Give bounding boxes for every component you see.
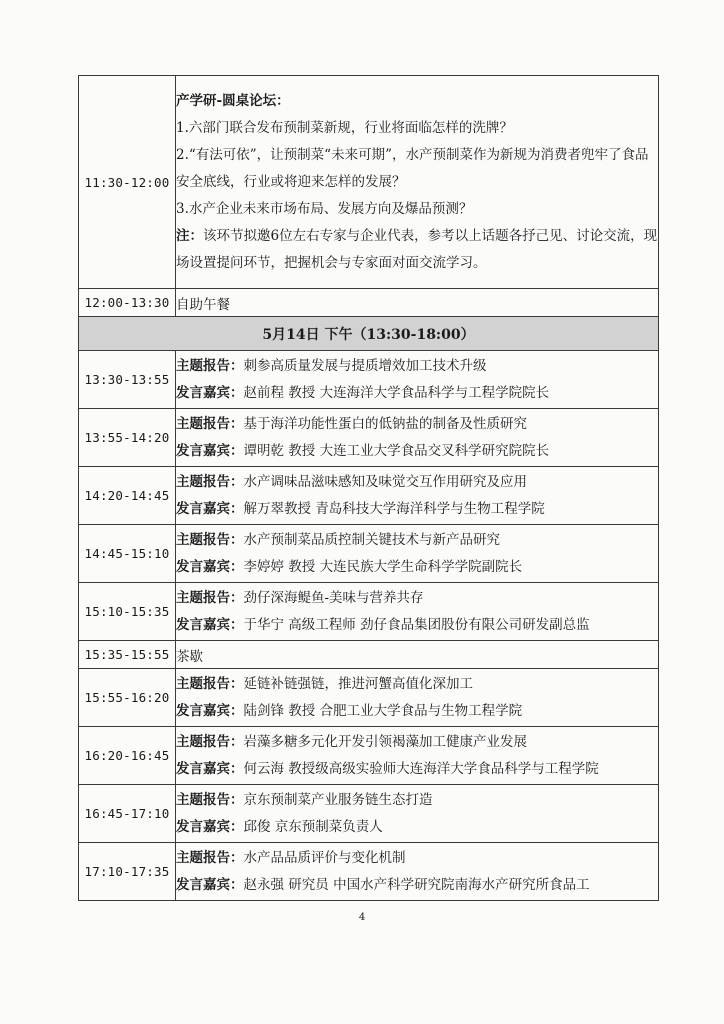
speaker-text: 谭明乾 教授 大连工业大学食品交叉科学研究院院长 xyxy=(243,442,550,459)
speaker-label: 发言嘉宾： xyxy=(176,384,244,401)
topic-label: 主题报告： xyxy=(176,589,244,606)
time-cell: 16:20-16:45 xyxy=(79,727,176,785)
topic-text: 京东预制菜产业服务链生态打造 xyxy=(243,791,433,808)
session-cell xyxy=(176,843,659,901)
topic-label: 主题报告： xyxy=(176,791,244,808)
time-cell: 17:10-17:35 xyxy=(79,843,176,901)
topic-label: 主题报告： xyxy=(176,357,244,374)
session-cell xyxy=(176,351,659,409)
table-row xyxy=(79,76,659,289)
speaker-text: 邱俊 京东预制菜负责人 xyxy=(243,818,383,835)
speaker-text: 解万翠教授 青岛科技大学海洋科学与生物工程学院 xyxy=(243,500,545,517)
session-cell xyxy=(176,409,659,467)
topic-text: 水产预制菜品质控制关键技术与新产品研究 xyxy=(243,531,500,548)
session-cell xyxy=(176,785,659,843)
time-cell: 12:00-13:30 xyxy=(79,289,176,317)
day-header: 5月14日 下午（13:30-18:00） xyxy=(79,317,659,351)
session-cell xyxy=(176,669,659,727)
topic-text: 延链补链强链，推进河蟹高值化深加工 xyxy=(243,675,473,692)
speaker-label: 发言嘉宾： xyxy=(176,500,244,517)
page-number: 4 xyxy=(358,912,366,923)
speaker-text: 赵永强 研究员 中国水产科学研究院南海水产研究所食品工 xyxy=(243,876,590,893)
speaker-text: 于华宁 高级工程师 劲仔食品集团股份有限公司研发副总监 xyxy=(243,616,590,633)
table-row xyxy=(79,289,659,317)
forum-topic-1: 1.六部门联合发布预制菜新规，行业将面临怎样的洗牌？ xyxy=(176,119,513,136)
topic-text: 水产品品质评价与变化机制 xyxy=(243,849,406,866)
speaker-label: 发言嘉宾： xyxy=(176,818,244,835)
time-cell: 11:30-12:00 xyxy=(79,76,176,289)
table-row xyxy=(79,727,659,785)
topic-text: 岩藻多糖多元化开发引领褐藻加工健康产业发展 xyxy=(243,733,527,750)
table-row xyxy=(79,785,659,843)
table-row xyxy=(79,583,659,641)
forum-note xyxy=(176,223,658,277)
table-row xyxy=(79,351,659,409)
forum-title: 产学研-圆桌论坛： xyxy=(176,92,290,109)
time-cell: 15:35-15:55 xyxy=(79,641,176,669)
time-cell: 14:45-15:10 xyxy=(79,525,176,583)
speaker-label: 发言嘉宾： xyxy=(176,876,244,893)
forum-cell xyxy=(176,76,659,289)
break-cell: 茶歇 xyxy=(176,641,659,669)
session-cell xyxy=(176,727,659,785)
topic-label: 主题报告： xyxy=(176,675,244,692)
topic-label: 主题报告： xyxy=(176,849,244,866)
topic-text: 劲仔深海鳀鱼-美味与营养共存 xyxy=(243,589,424,606)
time-cell: 15:10-15:35 xyxy=(79,583,176,641)
session-cell xyxy=(176,525,659,583)
topic-label: 主题报告： xyxy=(176,473,244,490)
note-text: 该环节拟邀6位左右专家与企业代表，参考以上话题各抒己见、讨论交流，现场设置提问环节，把握机会与专家面对面交流学习。 xyxy=(176,227,658,271)
speaker-label: 发言嘉宾： xyxy=(176,442,244,459)
forum-topic-2: 2.“有法可依”，让预制菜“未来可期”，水产预制菜作为新规为消费者兜牢了食品安全底线，行业或将迎来怎样的发展？ xyxy=(176,146,649,190)
topic-text: 水产调味品滋味感知及味觉交互作用研究及应用 xyxy=(243,473,527,490)
table-row xyxy=(79,467,659,525)
table-row xyxy=(79,641,659,669)
speaker-text: 赵前程 教授 大连海洋大学食品科学与工程学院院长 xyxy=(243,384,550,401)
note-label: 注： xyxy=(176,227,203,244)
time-cell: 15:55-16:20 xyxy=(79,669,176,727)
table-row xyxy=(79,843,659,901)
day-header-row xyxy=(79,317,659,351)
table-row xyxy=(79,409,659,467)
speaker-label: 发言嘉宾： xyxy=(176,616,244,633)
speaker-text: 陆剑锋 教授 合肥工业大学食品与生物工程学院 xyxy=(243,702,523,719)
topic-label: 主题报告： xyxy=(176,415,244,432)
table-row xyxy=(79,669,659,727)
speaker-label: 发言嘉宾： xyxy=(176,558,244,575)
speaker-label: 发言嘉宾： xyxy=(176,760,244,777)
schedule-table xyxy=(78,75,659,901)
session-cell xyxy=(176,467,659,525)
speaker-text: 李婷婷 教授 大连民族大学生命科学学院副院长 xyxy=(243,558,523,575)
topic-label: 主题报告： xyxy=(176,531,244,548)
speaker-label: 发言嘉宾： xyxy=(176,702,244,719)
topic-text: 基于海洋功能性蛋白的低钠盐的制备及性质研究 xyxy=(243,415,527,432)
time-cell: 13:55-14:20 xyxy=(79,409,176,467)
table-row xyxy=(79,525,659,583)
topic-label: 主题报告： xyxy=(176,733,244,750)
speaker-text: 何云海 教授级高级实验师大连海洋大学食品科学与工程学院 xyxy=(243,760,599,777)
topic-text: 刺参高质量发展与提质增效加工技术升级 xyxy=(243,357,487,374)
lunch-cell: 自助午餐 xyxy=(176,289,659,317)
forum-topic-3: 3.水产企业未来市场布局、发展方向及爆品预测？ xyxy=(176,200,473,217)
time-cell: 16:45-17:10 xyxy=(79,785,176,843)
session-cell xyxy=(176,583,659,641)
time-cell: 13:30-13:55 xyxy=(79,351,176,409)
time-cell: 14:20-14:45 xyxy=(79,467,176,525)
